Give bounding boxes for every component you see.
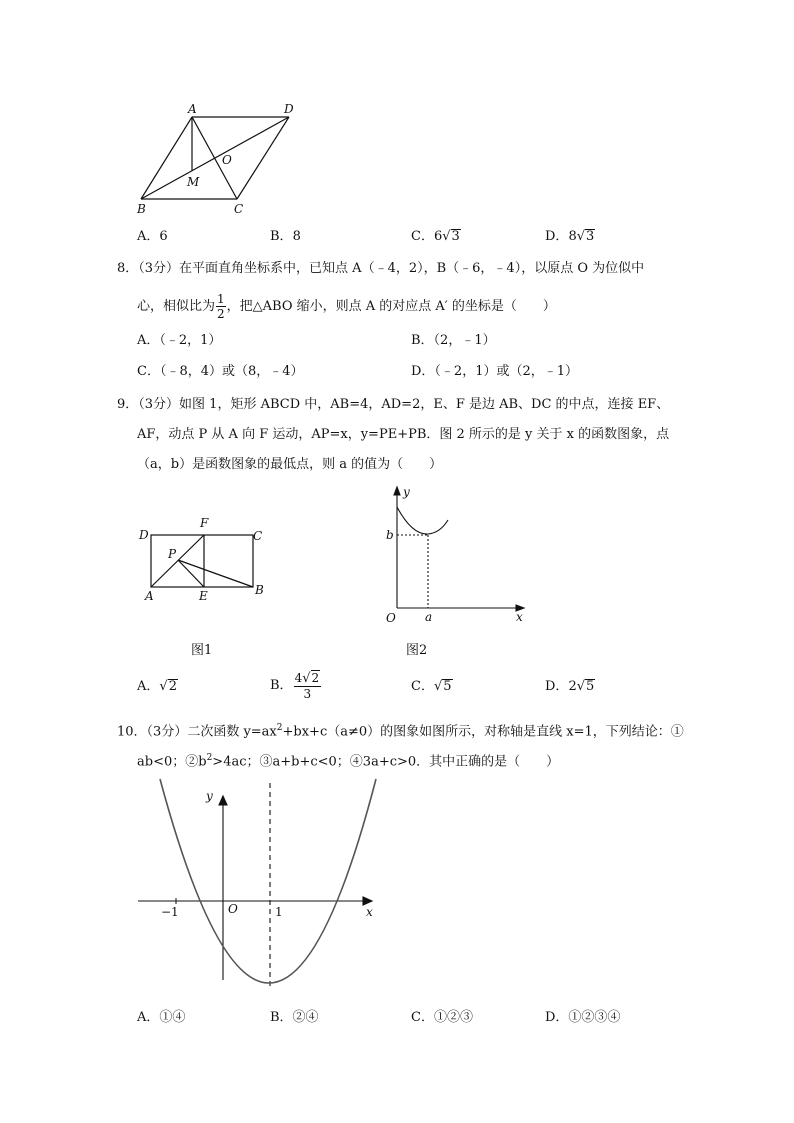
label-c: C (234, 202, 244, 216)
radical-sign: √ (442, 229, 451, 244)
label-o: O (222, 153, 232, 167)
label-d: D (284, 102, 294, 116)
label-d: D (139, 528, 149, 542)
label-x: x (516, 610, 523, 624)
q10-option-d[interactable]: D．①②③④ (545, 1010, 621, 1025)
q7-option-c[interactable]: C．6√3 (411, 229, 460, 244)
q8-stem-line2: 心，相似比为 $\frac{1}{2}$ ，把△ABO 缩小，则点 A 的对应点 A′ 的坐标是（ ） (137, 292, 556, 321)
label-b: B (137, 202, 146, 216)
q10-option-c[interactable]: C．①②③ (411, 1010, 473, 1025)
q9-option-b[interactable]: B． $\frac{4√2}{3}$ (270, 671, 320, 701)
label-m: M (187, 175, 200, 189)
label-o: O (228, 902, 238, 916)
x-axis-arrow (363, 897, 372, 905)
q10-option-a[interactable]: A．①④ (137, 1010, 186, 1025)
q9-stem-line3: （a，b）是函数图象的最低点，则 a 的值为（ ） (137, 457, 443, 472)
q9-option-a[interactable]: A．√2 (137, 679, 177, 694)
q9-stem-line2: AF，动点 P 从 A 向 F 运动，AP=x，y=PE+PB．图 2 所示的是 y 关于 x 的函数图象，点 (137, 427, 670, 442)
fraction-4root2-over-3: $\frac{4√2}{3}$ (294, 671, 320, 701)
label-c: C (253, 529, 263, 543)
label-a: A (188, 102, 197, 116)
label-b: b (386, 528, 394, 542)
label-o: O (386, 611, 396, 625)
label-neg1: −1 (161, 905, 179, 919)
q10-stem-line1: 10．（3分）二次函数 $y=ax^2+bx+c(a\ne 0)$的图象如图所示，对称轴是直线 x=1，下列结论：① (117, 723, 684, 740)
q9-figure2-caption: 图2 (406, 643, 428, 658)
label-p: P (168, 547, 177, 561)
y-axis-arrow (219, 796, 227, 805)
q8-option-d[interactable]: D．（﹣2，1）或（2，﹣1） (411, 364, 579, 379)
radical-sign: √ (576, 229, 586, 244)
radical-sign: √ (159, 679, 168, 694)
q7-option-b[interactable]: B．8 (270, 229, 301, 244)
q7-option-a[interactable]: A．6 (137, 229, 168, 244)
label-y: y (206, 789, 213, 803)
label-f: F (200, 516, 209, 530)
q8-option-a[interactable]: A．（﹣2，1） (137, 333, 222, 348)
label-a: a (425, 610, 433, 624)
radical-sign: √ (576, 679, 586, 694)
q8-option-c[interactable]: C．（﹣8，4）或（8，﹣4） (137, 364, 304, 379)
fraction-one-half: $\frac{1}{2}$ (217, 292, 225, 321)
q9-option-c[interactable]: C．√5 (411, 679, 452, 694)
q10-stem-line2: ab<0；$②b^2>4ac$；③a+b+c<0；④3a+c>0．其中正确的是（ ） (137, 753, 560, 770)
label-one: 1 (275, 905, 283, 919)
q7-option-d[interactable]: D．8√3 (545, 229, 595, 244)
q9-figure1-caption: 图1 (191, 643, 213, 658)
q8-stem-line1: 8．（3分）在平面直角坐标系中，已知点 A（﹣4，2），B（﹣6，﹣4），以原点 O 为位似中 (117, 261, 645, 276)
label-e: E (199, 589, 208, 603)
q9-stem-line1: 9．（3分）如图 1，矩形 ABCD 中，AB=4，AD=2，E、F 是边 AB、DC 的中点，连接 EF、 (117, 397, 670, 412)
q8-option-b[interactable]: B．（2，﹣1） (411, 333, 496, 348)
q10-option-b[interactable]: B．②④ (270, 1010, 319, 1025)
q9-option-d[interactable]: D．2√5 (545, 679, 595, 694)
label-a: A (145, 589, 154, 603)
label-y: y (403, 485, 410, 499)
label-x: x (366, 905, 373, 919)
parabola-curve (160, 779, 376, 983)
radical-sign: √ (433, 679, 443, 694)
label-b: B (255, 583, 264, 597)
